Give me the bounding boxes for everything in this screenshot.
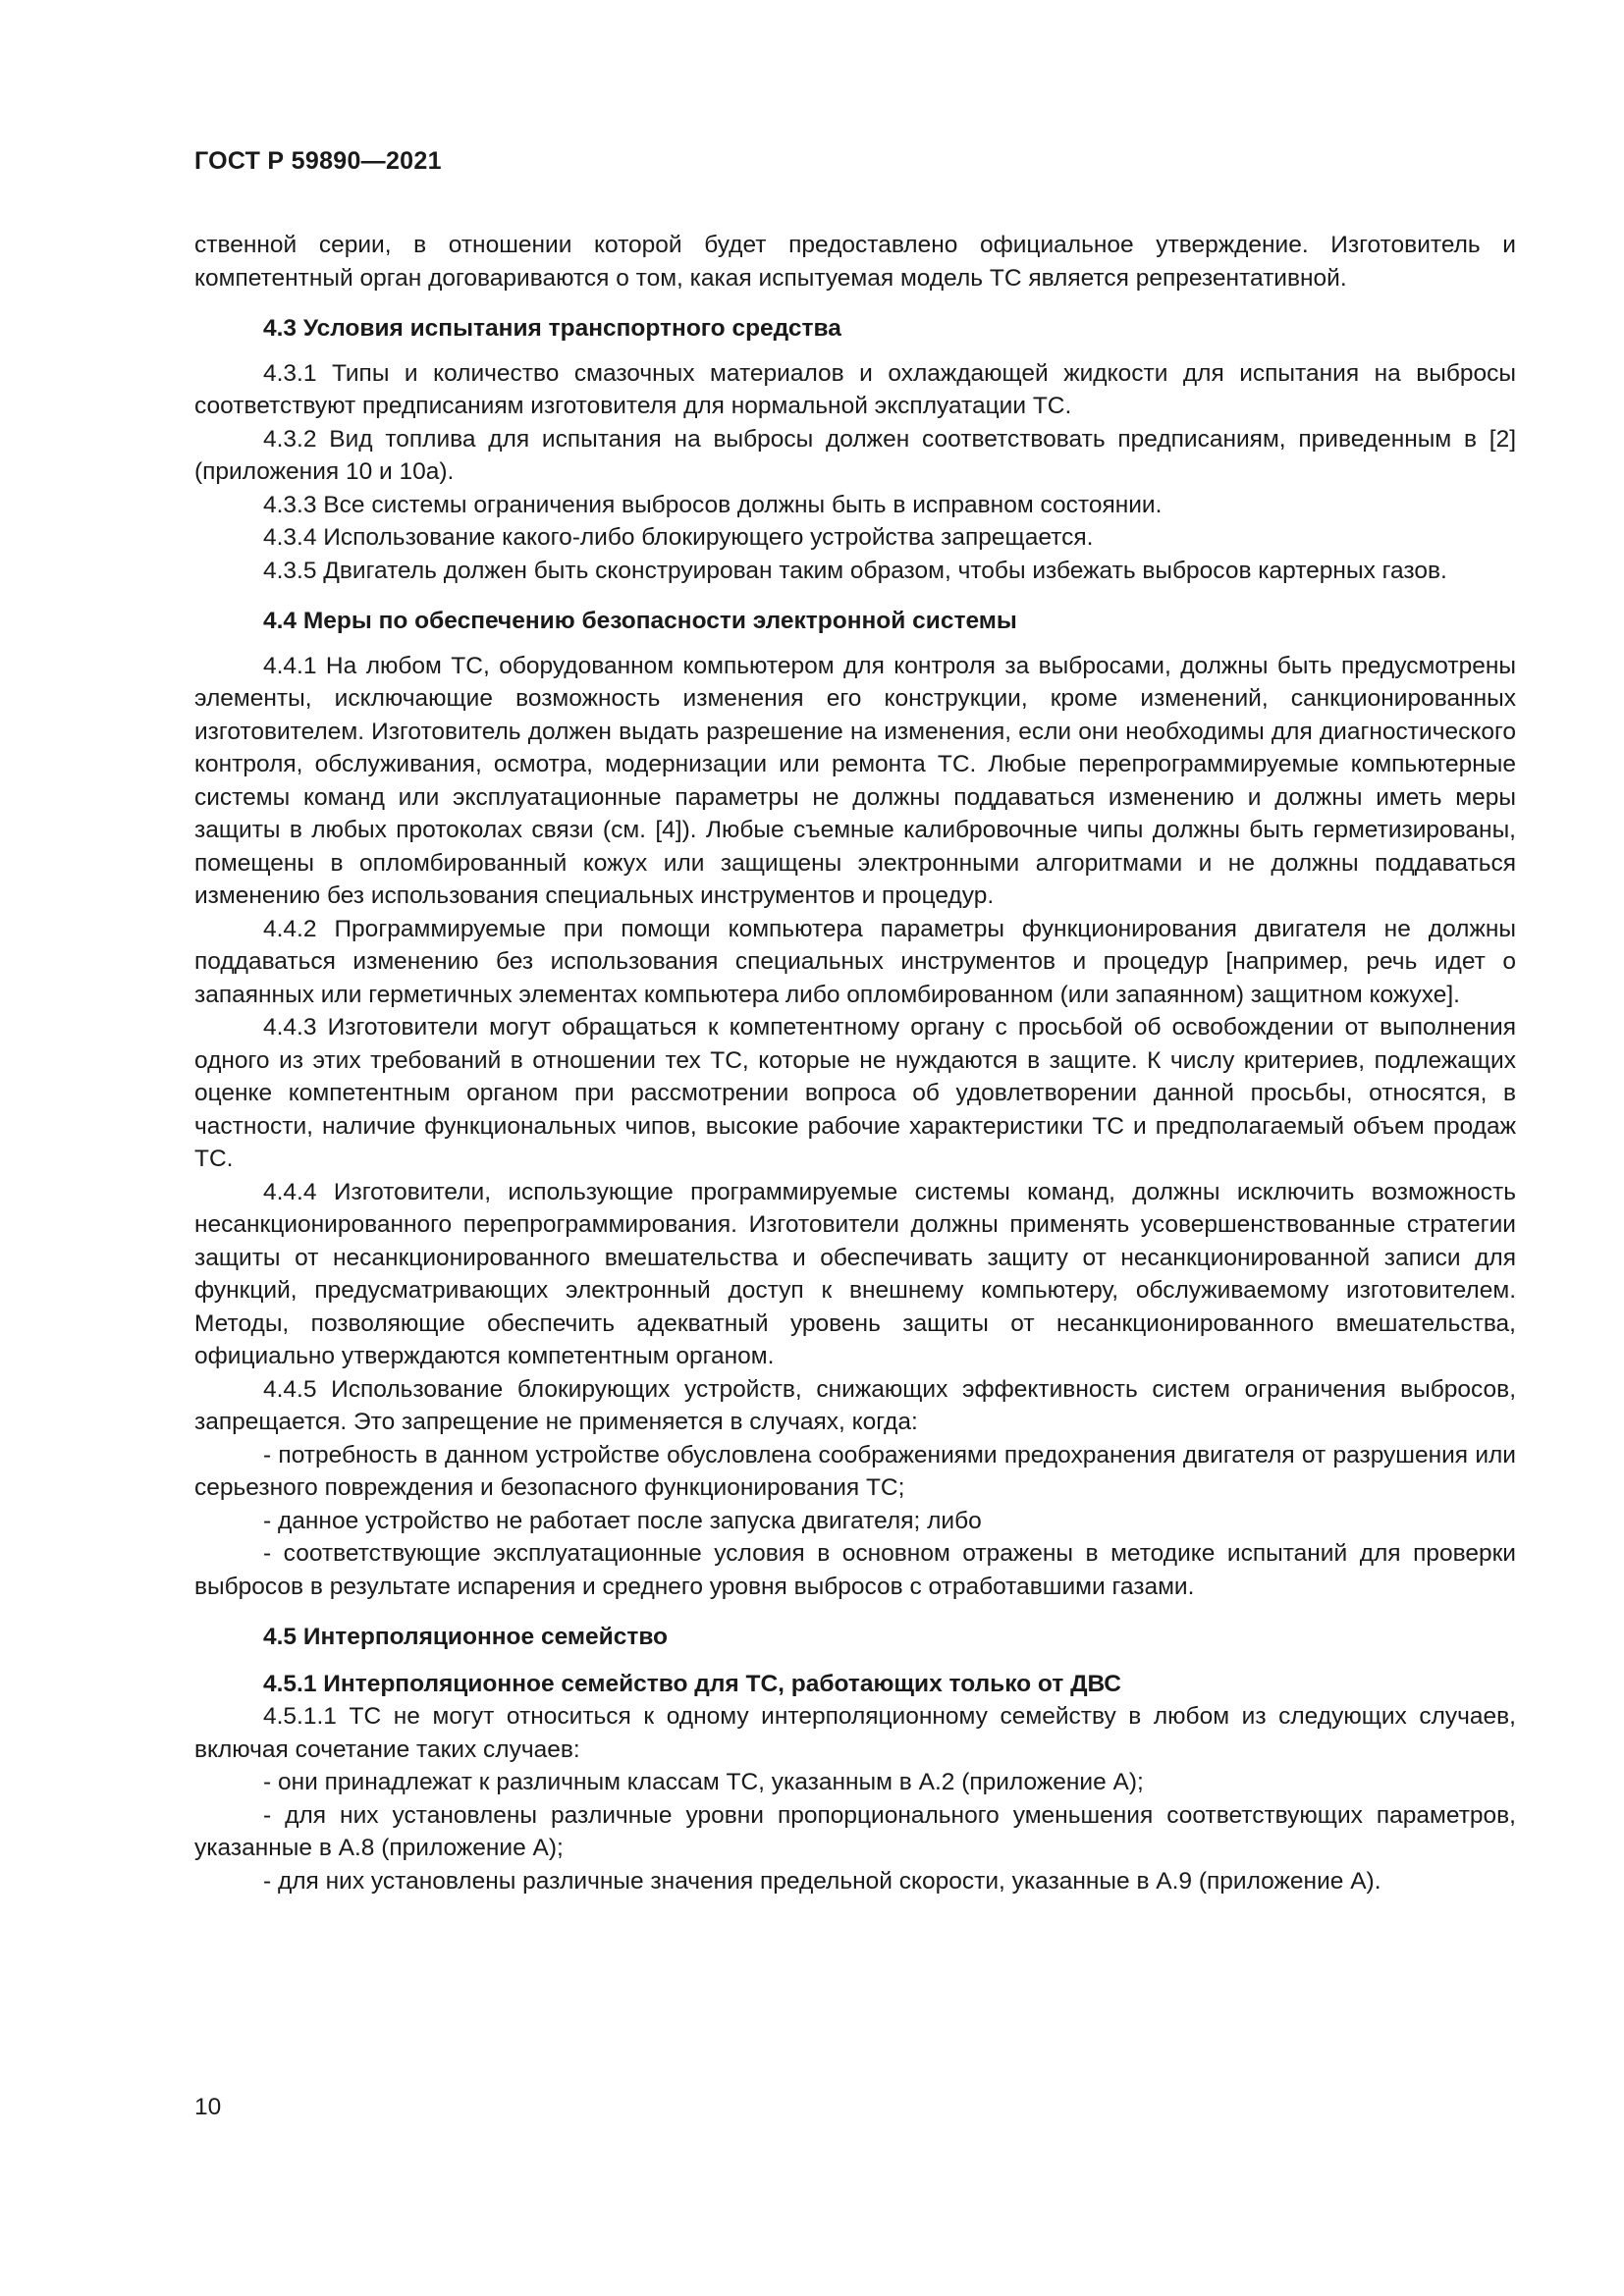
section-heading-4-3: 4.3 Условия испытания транспортного средства xyxy=(263,315,841,342)
list-item: - потребность в данном устройстве обусловлена соображениями предохранения двигателя от разрушения или серьезного повреждения и безопасного функционирования ТС; xyxy=(194,1441,1516,1501)
paragraph-4-3-2: 4.3.2 Вид топлива для испытания на выбросы должен соответствовать предписаниям, приведенным в [2] (приложения 10 и 10а). xyxy=(194,425,1516,485)
document-header: ГОСТ Р 59890—2021 xyxy=(194,147,442,175)
section-heading-4-4: 4.4 Меры по обеспечению безопасности электронной системы xyxy=(263,608,1017,634)
paragraph-4-3-3: 4.3.3 Все системы ограничения выбросов должны быть в исправном состоянии. xyxy=(263,491,1163,518)
continuation-paragraph: ственной серии, в отношении которой будет предоставлено официальное утверждение. Изготовитель и компетентный орган договариваются о том, какая испытуемая модель ТС является репрезентативной. xyxy=(194,232,1516,292)
page-number: 10 xyxy=(194,2094,222,2120)
paragraph-4-4-5: 4.4.5 Использование блокирующих устройств, снижающих эффективность систем ограничения выбросов, запрещается. Это запрещение не применяется в случаях, когда: xyxy=(194,1375,1516,1435)
paragraph-4-4-3: 4.4.3 Изготовители могут обращаться к компетентному органу с просьбой об освобождении от выполнения одного из этих требований в отношении тех ТС, которые не нуждаются в защите. К числу критериев, подлежащих оценке компетентным органом при рассмотрении вопроса об удовлетворении данной просьбы, относятся, в частности, наличие функциональных чипов, высокие рабочие характеристики ТС и предполагаемый объем продаж ТС. xyxy=(194,1014,1516,1172)
paragraph-4-4-2: 4.4.2 Программируемые при помощи компьютера параметры функционирования двигателя не должны поддаваться изменению без использования специальных инструментов и процедур [например, речь идет о запаянных или герметичных элементах компьютера либо опломбированном (или запаянном) защитном кожухе]. xyxy=(194,915,1516,1008)
list-item: - они принадлежат к различным классам ТС, указанным в А.2 (приложение А); xyxy=(263,1769,1144,1795)
paragraph-4-3-5: 4.3.5 Двигатель должен быть сконструирован таким образом, чтобы избежать выбросов картерных газов. xyxy=(263,557,1447,584)
list-item: - данное устройство не работает после запуска двигателя; либо xyxy=(263,1507,982,1534)
list-item: - соответствующие эксплуатационные условия в основном отражены в методике испытаний для проверки выбросов в результате испарения и среднего уровня выбросов с отработавшими газами. xyxy=(194,1540,1516,1600)
subsection-heading-4-5-1: 4.5.1 Интерполяционное семейство для ТС, работающих только от ДВС xyxy=(263,1670,1121,1697)
document-body xyxy=(194,229,1516,1897)
paragraph-4-4-4: 4.4.4 Изготовители, использующие программируемые системы команд, должны исключить возможность несанкционированного перепрограммирования. Изготовители должны применять усовершенствованные стратегии защиты от несанкционированного вмешательства и обеспечивать защиту от несанкционированной записи для функций, предусматривающих электронный доступ к внешнему компьютеру, обслуживаемому изготовителем. Методы, позволяющие обеспечить адекватный уровень защиты от несанкционированного вмешательства, официально утверждаются компетентным органом. xyxy=(194,1178,1516,1369)
list-item: - для них установлены различные значения предельной скорости, указанные в А.9 (приложение А). xyxy=(263,1867,1381,1895)
list-item: - для них установлены различные уровни пропорционального уменьшения соответствующих параметров, указанные в А.8 (приложение А); xyxy=(194,1801,1516,1861)
paragraph-4-5-1-1: 4.5.1.1 ТС не могут относиться к одному интерполяционному семейству в любом из следующих случаев, включая сочетание таких случаев: xyxy=(194,1703,1516,1763)
paragraph-4-3-1: 4.3.1 Типы и количество смазочных материалов и охлаждающей жидкости для испытания на выбросы соответствуют предписаниям изготовителя для нормальной эксплуатации ТС. xyxy=(194,359,1516,419)
paragraph-4-3-4: 4.3.4 Использование какого-либо блокирующего устройства запрещается. xyxy=(263,524,1094,551)
paragraph-4-4-1: 4.4.1 На любом ТС, оборудованном компьютером для контроля за выбросами, должны быть предусмотрены элементы, исключающие возможность изменения его конструкции, кроме изменений, санкционированных изготовителем. Изготовитель должен выдать разрешение на изменения, если они необходимы для диагностического контроля, обслуживания, осмотра, модернизации или ремонта ТС. Любые перепрограммируемые компьютерные системы команд или эксплуатационные параметры не должны поддаваться изменению и должны иметь меры защиты в любых протоколах связи (см. [4]). Любые съемные калибровочные чипы должны быть герметизированы, помещены в опломбированный кожух или защищены электронными алгоритмами и не должны поддаваться изменению без использования специальных инструментов и процедур. xyxy=(194,652,1516,909)
section-heading-4-5: 4.5 Интерполяционное семейство xyxy=(263,1624,669,1650)
document-page xyxy=(194,147,1516,1897)
